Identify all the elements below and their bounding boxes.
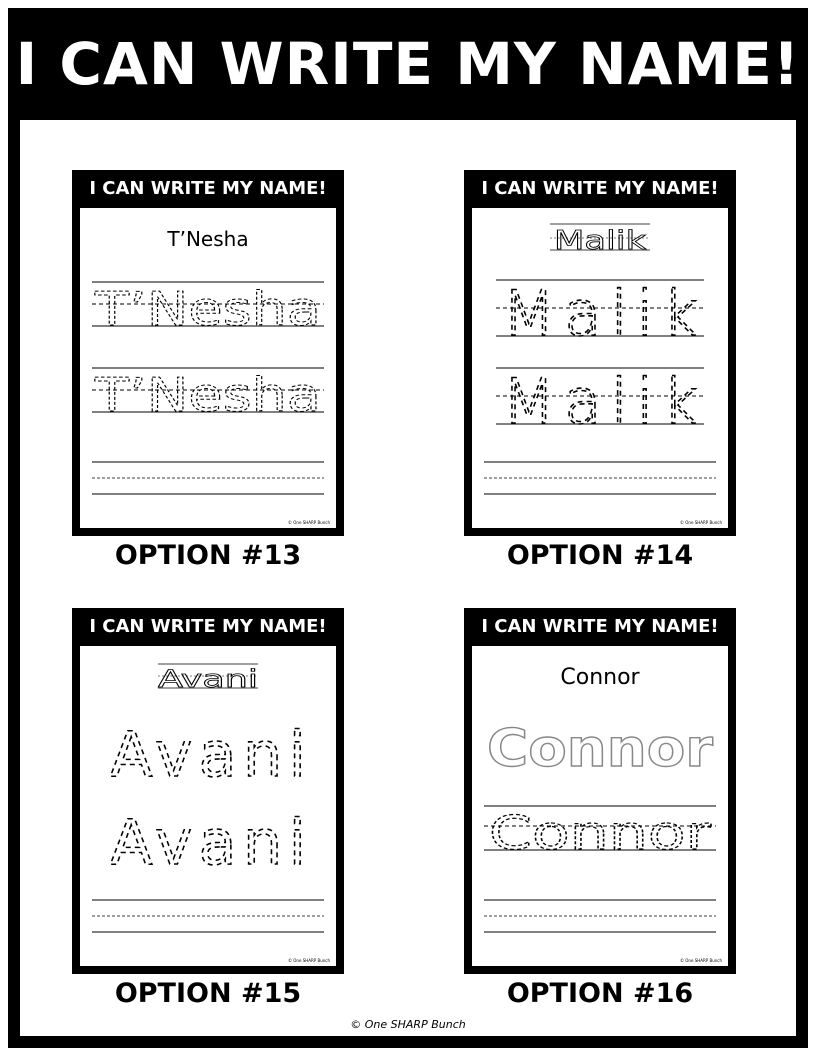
worksheet-card-16 <box>464 608 736 974</box>
worksheet-card-14 <box>464 170 736 536</box>
name-heading: Connor <box>560 665 640 690</box>
trace-word-1: Avani <box>110 718 306 791</box>
option-label-13: OPTION #13 <box>114 540 302 571</box>
card-copyright: © One SHARP Bunch <box>288 958 330 963</box>
name-heading: Avani <box>158 665 258 693</box>
outline-word: Connor <box>487 719 714 779</box>
footer-copyright: © One SHARP Bunch <box>350 1018 466 1031</box>
trace-word-1: Connor <box>489 806 712 860</box>
worksheet-preview <box>472 208 728 528</box>
card-title: I CAN WRITE MY NAME! <box>481 177 719 199</box>
card-title: I CAN WRITE MY NAME! <box>89 615 327 637</box>
trace-word-2: T’Nesha <box>93 368 321 422</box>
option-label-16: OPTION #16 <box>506 978 694 1009</box>
card-body <box>472 208 728 528</box>
worksheet-card-13 <box>72 170 344 536</box>
trace-word-2: Malik <box>502 365 698 438</box>
card-body <box>472 646 728 966</box>
card-title: I CAN WRITE MY NAME! <box>481 615 719 637</box>
card-copyright: © One SHARP Bunch <box>288 520 330 525</box>
trace-word-1: Malik <box>502 277 698 350</box>
card-body <box>80 208 336 528</box>
page-header <box>8 8 808 120</box>
option-label-15: OPTION #15 <box>114 978 302 1009</box>
card-title: I CAN WRITE MY NAME! <box>89 177 327 199</box>
worksheet-card-15 <box>72 608 344 974</box>
worksheet-preview <box>80 646 336 966</box>
card-copyright: © One SHARP Bunch <box>680 520 722 525</box>
card-copyright: © One SHARP Bunch <box>680 958 722 963</box>
worksheet-preview <box>80 208 336 528</box>
option-label-14: OPTION #14 <box>506 540 694 571</box>
trace-word-2: Avani <box>110 806 306 879</box>
trace-word-1: T’Nesha <box>93 282 321 336</box>
name-heading: Malik <box>554 226 646 256</box>
name-heading: T’Nesha <box>167 227 249 251</box>
page-title: I CAN WRITE MY NAME! <box>15 30 801 98</box>
card-body <box>80 646 336 966</box>
worksheet-preview <box>472 646 728 966</box>
